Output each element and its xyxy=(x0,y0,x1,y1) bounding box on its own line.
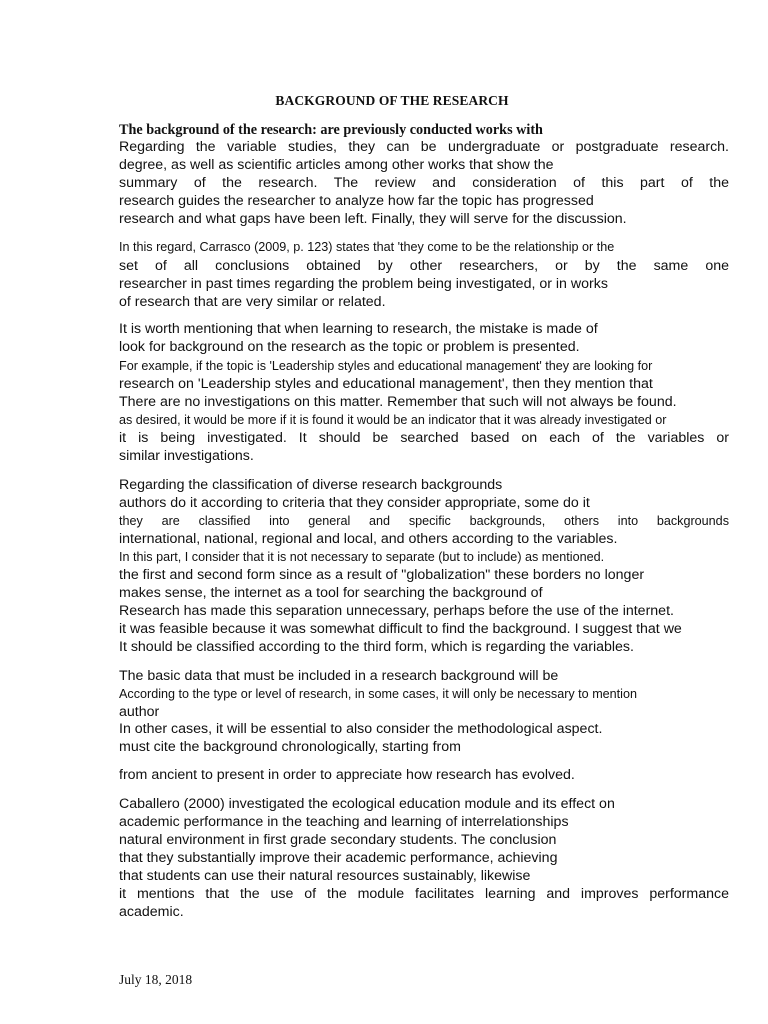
text-line: According to the type or level of research, in some cases, it will only be necessary to mention xyxy=(119,687,637,701)
text-line: it was feasible because it was somewhat difficult to find the background. I suggest that we xyxy=(119,621,682,637)
text-line: For example, if the topic is 'Leadership styles and educational management' they are looking for xyxy=(119,359,653,373)
text-line: degree, as well as scientific articles among other works that show the xyxy=(119,157,554,173)
text-line: author xyxy=(119,704,160,720)
text-line: In this part, I consider that it is not necessary to separate (but to include) as mentioned. xyxy=(119,550,605,564)
text-line: natural environment in first grade secondary students. The conclusion xyxy=(119,832,557,848)
text-line: it mentions that the use of the module facilitates learning and improves performance xyxy=(119,886,729,902)
text-line: set of all conclusions obtained by other researchers, or by the same one xyxy=(119,258,729,274)
text-line: Regarding the variable studies, they can be undergraduate or postgraduate research. xyxy=(119,139,729,155)
text-line: similar investigations. xyxy=(119,448,254,464)
text-line: In other cases, it will be essential to also consider the methodological aspect. xyxy=(119,721,603,737)
text-line: look for background on the research as the topic or problem is presented. xyxy=(119,339,580,355)
text-line: of research that are very similar or related. xyxy=(119,294,386,310)
text-line: It should be classified according to the third form, which is regarding the variables. xyxy=(119,639,634,655)
text-line: Research has made this separation unnecessary, perhaps before the use of the internet. xyxy=(119,603,674,619)
text-line: authors do it according to criteria that they consider appropriate, some do it xyxy=(119,495,590,511)
text-line: international, national, regional and local, and others according to the variables. xyxy=(119,531,618,547)
text-line: There are no investigations on this matter. Remember that such will not always be found. xyxy=(119,394,677,410)
text-line: It is worth mentioning that when learning to research, the mistake is made of xyxy=(119,321,598,337)
text-line: research and what gaps have been left. Finally, they will serve for the discussion. xyxy=(119,211,627,227)
text-line: they are classified into general and specific backgrounds, others into backgrounds xyxy=(119,514,729,528)
text-line: research guides the researcher to analyze how far the topic has progressed xyxy=(119,193,594,209)
text-line: The background of the research: are previously conducted works with xyxy=(119,122,543,138)
text-line: makes sense, the internet as a tool for searching the background of xyxy=(119,585,543,601)
text-line: In this regard, Carrasco (2009, p. 123) states that 'they come to be the relationship or the xyxy=(119,240,615,254)
text-line: The basic data that must be included in a research background will be xyxy=(119,668,559,684)
text-line: academic performance in the teaching and learning of interrelationships xyxy=(119,814,569,830)
text-line: academic. xyxy=(119,904,184,920)
text-line: must cite the background chronologically, starting from xyxy=(119,739,461,755)
text-line: Regarding the classification of diverse research backgrounds xyxy=(119,477,503,493)
text-line: the first and second form since as a result of "globalization" these borders no longer xyxy=(119,567,645,583)
text-line: it is being investigated. It should be searched based on each of the variables or xyxy=(119,430,729,446)
text-line: research on 'Leadership styles and educational management', then they mention that xyxy=(119,376,653,392)
document-title: BACKGROUND OF THE RESEARCH xyxy=(275,93,509,108)
text-line: summary of the research. The review and consideration of this part of the xyxy=(119,175,729,191)
text-line: Caballero (2000) investigated the ecological education module and its effect on xyxy=(119,796,615,812)
text-line: researcher in past times regarding the problem being investigated, or in works xyxy=(119,276,608,292)
text-line: that they substantially improve their academic performance, achieving xyxy=(119,850,558,866)
text-line: from ancient to present in order to appreciate how research has evolved. xyxy=(119,767,575,783)
footer-date: July 18, 2018 xyxy=(119,972,193,987)
text-line: that students can use their natural resources sustainably, likewise xyxy=(119,868,531,884)
text-line: as desired, it would be more if it is found it would be an indicator that it was already investigated or xyxy=(119,413,667,427)
